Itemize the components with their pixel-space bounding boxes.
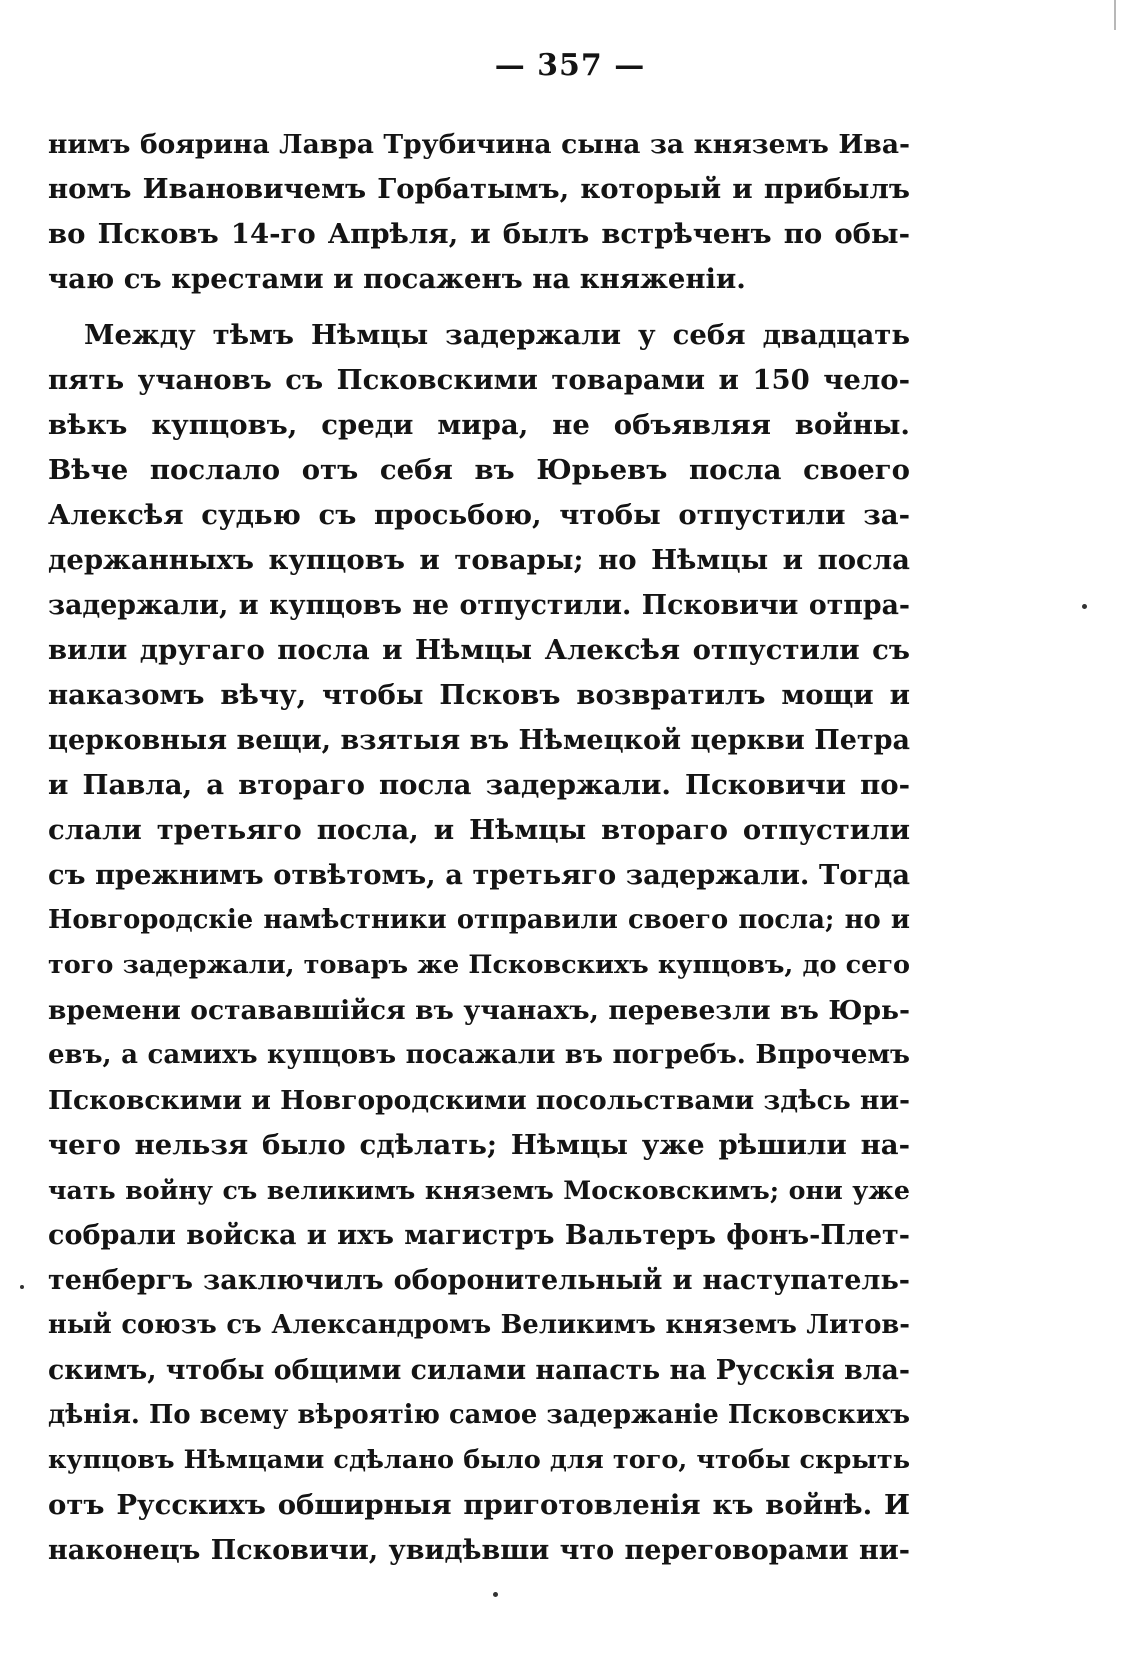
paragraph <box>48 122 910 302</box>
text-line: нимъ боярина Лавра Трубичина сына за княземъ Ива- <box>48 129 910 160</box>
text-line: евъ, а самихъ купцовъ посажали въ погребъ. Впрочемъ <box>48 1040 910 1070</box>
text-line: скимъ, чтобы общими силами напасть на Русскія вла- <box>48 1355 910 1386</box>
text-line: съ прежнимъ отвѣтомъ, а третьяго задержали. Тогда <box>48 859 910 891</box>
text-line: чать войну съ великимъ княземъ Московскимъ; они уже <box>48 1175 910 1205</box>
text-line: чаю съ крестами и посаженъ на княженіи. <box>48 263 746 295</box>
text-line: Вѣче послало отъ себя въ Юрьевъ посла своего <box>48 454 910 486</box>
text-line: пять учановъ съ Псковскими товарами и 150 чело- <box>48 364 910 396</box>
text-line: Алексѣя судью съ просьбою, чтобы отпустили за- <box>48 499 910 531</box>
text-line: купцовъ Нѣмцами сдѣлано было для того, чтобы скрыть <box>48 1445 910 1475</box>
text-line: Между тѣмъ Нѣмцы задержали у себя двадцать <box>84 319 910 351</box>
page-edge-rule <box>1114 0 1116 30</box>
text-line: Новгородскіе намѣстники отправили своего посла; но и <box>48 905 910 935</box>
text-line: и Павла, а втораго посла задержали. Псковичи по- <box>48 769 910 801</box>
text-line: номъ Ивановичемъ Горбатымъ, который и прибылъ <box>48 173 910 205</box>
body-text <box>48 122 910 1573</box>
text-line: задержали, и купцовъ не отпустили. Псковичи отпра- <box>48 590 910 621</box>
text-line: ный союзъ съ Александромъ Великимъ княземъ Литов- <box>48 1310 910 1340</box>
page-number: — 357 — <box>494 48 646 83</box>
text-line: того задержали, товаръ же Псковскихъ купцовъ, до сего <box>48 950 910 980</box>
text-line: отъ Русскихъ обширныя приготовленія къ войнѣ. И <box>48 1489 910 1521</box>
text-line: Псковскими и Новгородскими посольствами здѣсь ни- <box>48 1085 911 1116</box>
scan-speck <box>20 1285 24 1289</box>
text-line: тенбергъ заключилъ оборонительный и наступатель- <box>48 1265 910 1296</box>
text-line: чего нельзя было сдѣлать; Нѣмцы уже рѣшили на- <box>48 1129 910 1161</box>
text-line: наконецъ Псковичи, увидѣвши что переговорами ни- <box>48 1535 910 1566</box>
text-line: времени остававшійся въ учанахъ, перевезли въ Юрь- <box>48 995 910 1026</box>
text-line: наказомъ вѣчу, чтобы Псковъ возвратилъ мощи и <box>48 679 910 711</box>
text-line: во Псковъ 14-го Апрѣля, и былъ встрѣченъ по обы- <box>48 218 910 250</box>
text-line: дѣнія. По всему вѣроятію самое задержаніе Псковскихъ <box>48 1400 910 1430</box>
text-line: слали третьяго посла, и Нѣмцы втораго отпустили <box>48 814 910 846</box>
text-line: вѣкъ купцовъ, среди мира, не объявляя войны. <box>48 409 910 441</box>
text-line: собрали войска и ихъ магистръ Вальтеръ фонъ-Плет- <box>48 1220 910 1251</box>
text-line: вили другаго посла и Нѣмцы Алексѣя отпустили съ <box>48 634 910 666</box>
scan-speck <box>1082 604 1087 609</box>
scan-speck <box>493 1592 498 1597</box>
text-line: церковныя вещи, взятыя въ Нѣмецкой церкви Петра <box>48 725 910 756</box>
text-line: держанныхъ купцовъ и товары; но Нѣмцы и посла <box>48 544 910 576</box>
paragraph <box>48 313 910 1573</box>
